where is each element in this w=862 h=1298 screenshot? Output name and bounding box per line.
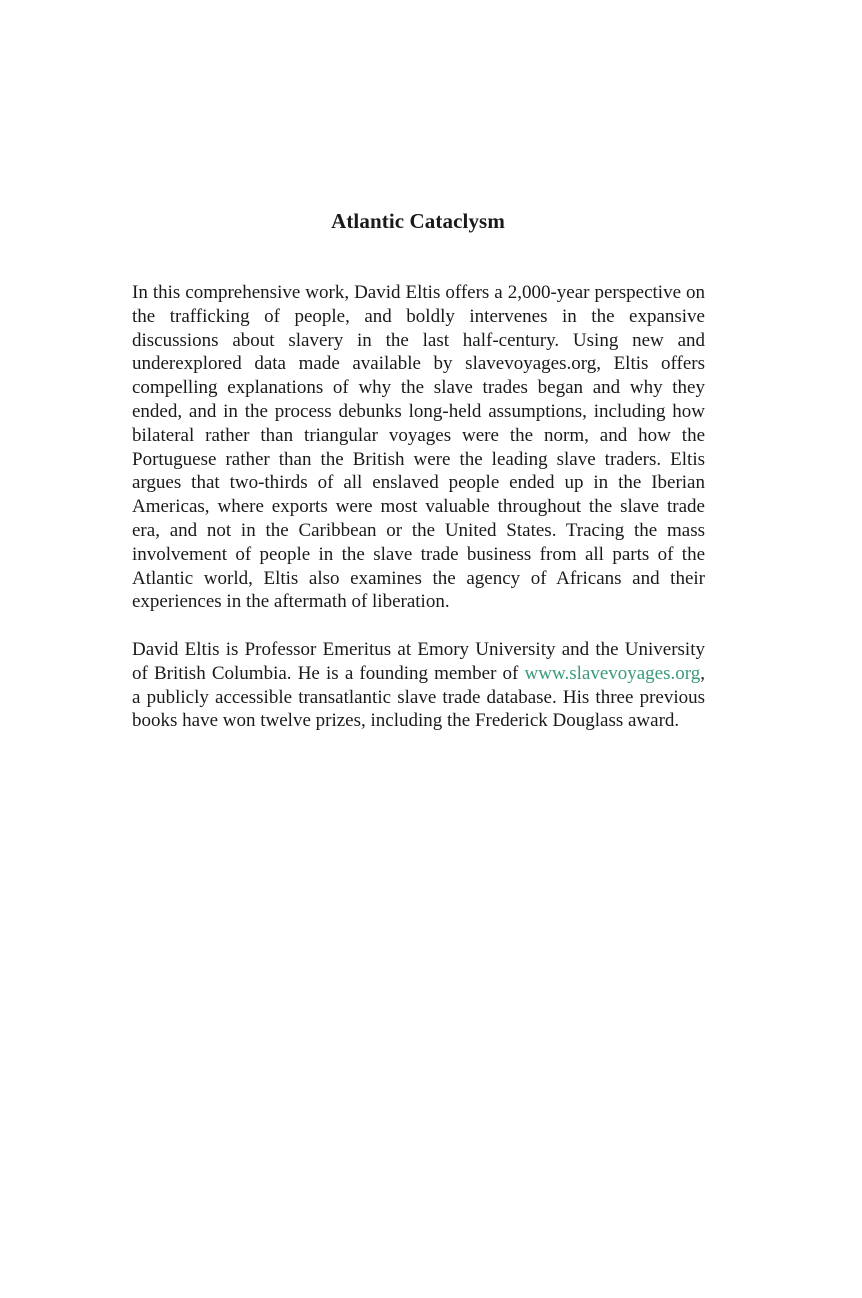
book-title: Atlantic Cataclysm <box>331 209 505 233</box>
author-bio-text-end: , a publicly accessible transatlantic slave trade database. His three previous books have won twelve prizes, including the Frederick Douglass award. <box>132 662 705 732</box>
author-bio-text-start: David Eltis is Professor Emeritus at Emory University and the University of British Columbia. He is a founding member of <box>132 639 705 684</box>
author-bio <box>132 638 705 733</box>
book-description: In this comprehensive work, David Eltis offers a 2,000-year perspective on the trafficking of people, and boldly intervenes in the expansive discussions about slavery in the last half-century. Using new and underexplored data made available by slavevoyages.org, Eltis offers compelling explanations of why the slave trades began and why they ended, and in the process debunks long-held assumptions, including how bilateral rather than triangular voyages were the norm, and how the Portuguese rather than the British were the leading slave traders. Eltis argues that two-thirds of all enslaved people ended up in the Iberian Americas, where exports were most valuable throughout the slave trade era, and not in the Caribbean or the United States. Tracing the mass involvement of people in the slave trade business from all parts of the Atlantic world, Eltis also examines the agency of Africans and their experiences in the aftermath of liberation. <box>132 282 705 613</box>
slavevoyages-link[interactable]: www.slavevoyages.org <box>524 662 701 684</box>
